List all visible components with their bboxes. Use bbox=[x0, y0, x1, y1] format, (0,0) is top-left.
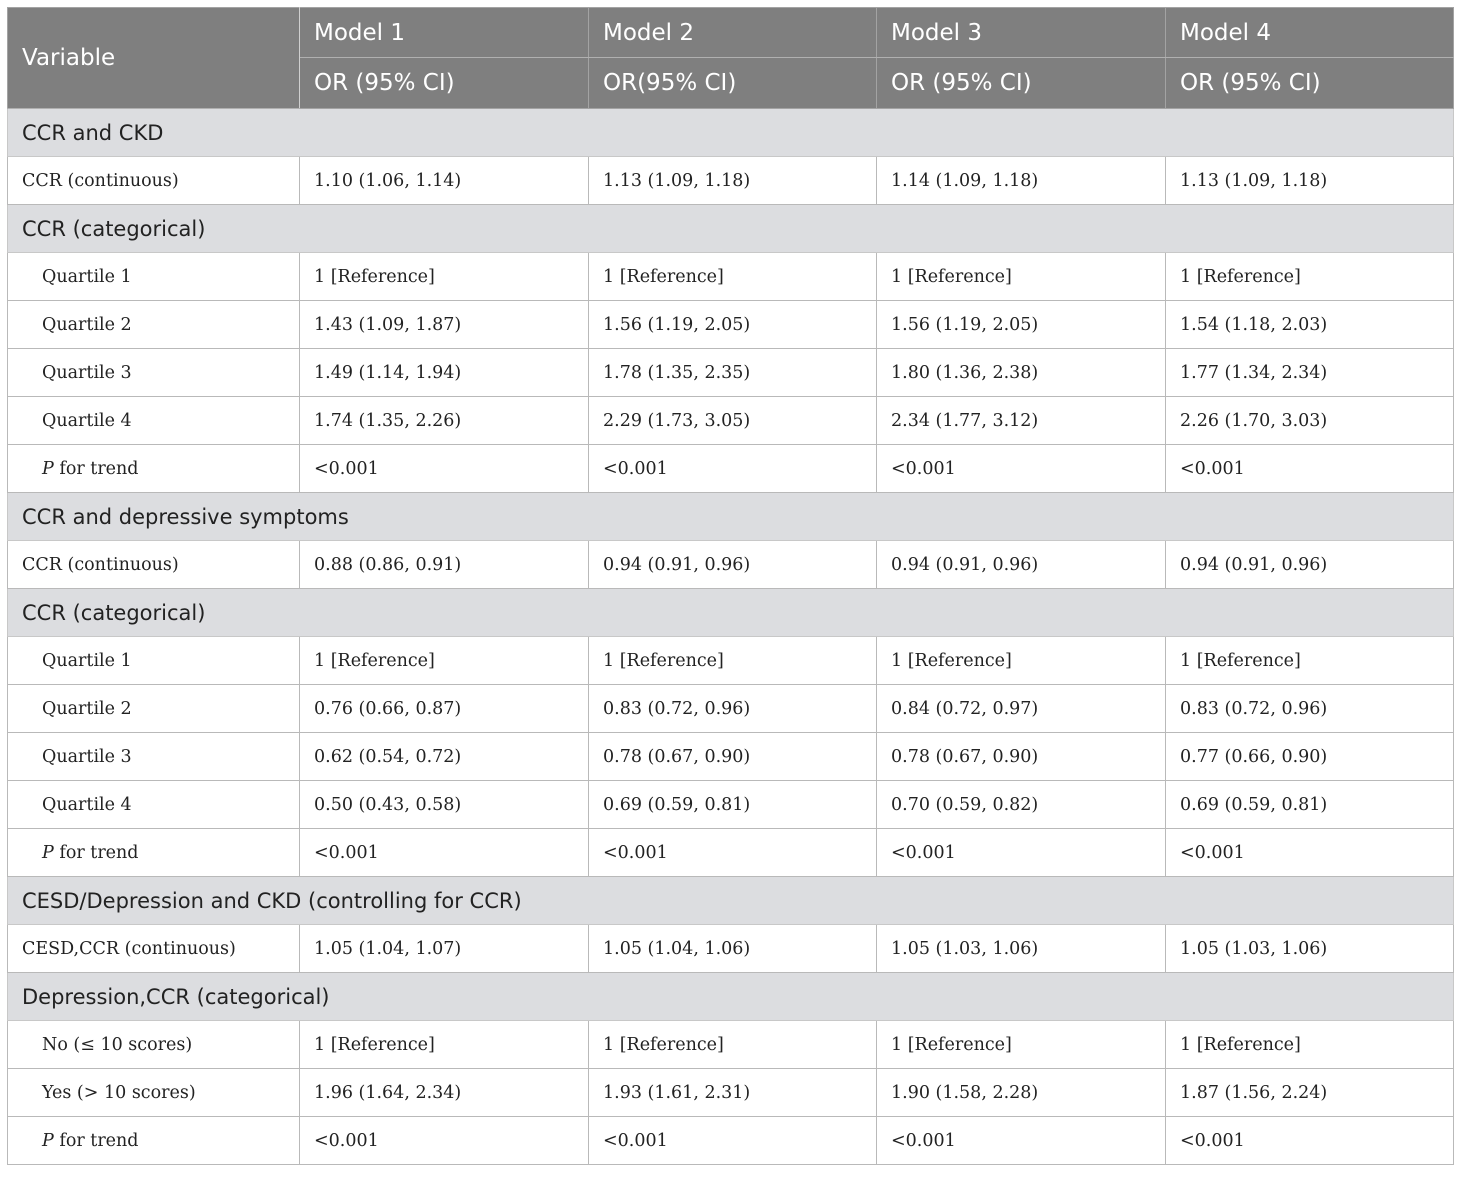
model-1-value-cell: 1 [Reference] bbox=[300, 253, 589, 301]
model-3-value-cell: 1.80 (1.36, 2.38) bbox=[877, 349, 1166, 397]
section-label: CCR (categorical) bbox=[8, 589, 1454, 637]
model-1-value-cell: 0.50 (0.43, 0.58) bbox=[300, 781, 589, 829]
model-2-header: Model 2 bbox=[589, 8, 877, 58]
model-4-value-cell: <0.001 bbox=[1166, 829, 1454, 877]
model-3-value-cell: 1 [Reference] bbox=[877, 253, 1166, 301]
model-2-value-cell: 0.69 (0.59, 0.81) bbox=[589, 781, 877, 829]
model-4-value-cell: 1.87 (1.56, 2.24) bbox=[1166, 1069, 1454, 1117]
section-label: CESD/Depression and CKD (controlling for CCR) bbox=[8, 877, 1454, 925]
model-3-value-cell: 1.14 (1.09, 1.18) bbox=[877, 157, 1166, 205]
row-label: Quartile 3 bbox=[8, 349, 300, 397]
model-2-value-cell: 1.13 (1.09, 1.18) bbox=[589, 157, 877, 205]
model-4-value-cell: 0.83 (0.72, 0.96) bbox=[1166, 685, 1454, 733]
header-row-models bbox=[8, 8, 1454, 58]
model-1-value-cell: <0.001 bbox=[300, 1117, 589, 1165]
model-1-value-cell: 1.10 (1.06, 1.14) bbox=[300, 157, 589, 205]
section-label: CCR (categorical) bbox=[8, 205, 1454, 253]
model-2-value-cell: 1 [Reference] bbox=[589, 1021, 877, 1069]
section-label: CCR and CKD bbox=[8, 109, 1454, 157]
model-3-value-cell: 2.34 (1.77, 3.12) bbox=[877, 397, 1166, 445]
model-2-value-cell: 0.94 (0.91, 0.96) bbox=[589, 541, 877, 589]
section-header-row bbox=[8, 973, 1454, 1021]
row-label: Quartile 3 bbox=[8, 733, 300, 781]
row-label: Yes (> 10 scores) bbox=[8, 1069, 300, 1117]
model-4-value-cell: 1 [Reference] bbox=[1166, 1021, 1454, 1069]
row-label-italic: P bbox=[42, 1130, 54, 1151]
model-2-value-cell: 1 [Reference] bbox=[589, 253, 877, 301]
model-4-value-cell: <0.001 bbox=[1166, 445, 1454, 493]
model-2-value-cell: <0.001 bbox=[589, 1117, 877, 1165]
model-3-value-cell: 1.56 (1.19, 2.05) bbox=[877, 301, 1166, 349]
row-label: CCR (continuous) bbox=[8, 157, 300, 205]
model-4-value-cell: 0.69 (0.59, 0.81) bbox=[1166, 781, 1454, 829]
section-header-row bbox=[8, 877, 1454, 925]
model-3-value-cell: 1 [Reference] bbox=[877, 637, 1166, 685]
table-row bbox=[8, 1117, 1454, 1165]
model-4-value-cell: 0.77 (0.66, 0.90) bbox=[1166, 733, 1454, 781]
table-row bbox=[8, 397, 1454, 445]
table-row bbox=[8, 781, 1454, 829]
row-label: Quartile 2 bbox=[8, 685, 300, 733]
table-row bbox=[8, 445, 1454, 493]
row-label: CCR (continuous) bbox=[8, 541, 300, 589]
row-label-text: for trend bbox=[53, 458, 139, 479]
row-label-text: for trend bbox=[53, 842, 139, 863]
model-1-value-cell: 0.88 (0.86, 0.91) bbox=[300, 541, 589, 589]
table-row bbox=[8, 157, 1454, 205]
table-row bbox=[8, 301, 1454, 349]
model-1-value-cell: 1.74 (1.35, 2.26) bbox=[300, 397, 589, 445]
row-label: Quartile 1 bbox=[8, 637, 300, 685]
table-row bbox=[8, 349, 1454, 397]
section-label: CCR and depressive symptoms bbox=[8, 493, 1454, 541]
model-2-value-cell: 0.83 (0.72, 0.96) bbox=[589, 685, 877, 733]
model-4-value-cell: 2.26 (1.70, 3.03) bbox=[1166, 397, 1454, 445]
row-label: Quartile 4 bbox=[8, 397, 300, 445]
model-1-value-cell: 0.76 (0.66, 0.87) bbox=[300, 685, 589, 733]
table-row bbox=[8, 925, 1454, 973]
model-4-value-cell: 1 [Reference] bbox=[1166, 637, 1454, 685]
model-1-or-header: OR (95% CI) bbox=[300, 58, 589, 109]
model-2-value-cell: 0.78 (0.67, 0.90) bbox=[589, 733, 877, 781]
table-body bbox=[8, 109, 1454, 1165]
model-3-value-cell: 0.84 (0.72, 0.97) bbox=[877, 685, 1166, 733]
model-4-value-cell: 1.05 (1.03, 1.06) bbox=[1166, 925, 1454, 973]
table-row bbox=[8, 253, 1454, 301]
model-4-or-header: OR (95% CI) bbox=[1166, 58, 1454, 109]
model-3-value-cell: <0.001 bbox=[877, 1117, 1166, 1165]
row-label-italic: P bbox=[42, 842, 54, 863]
section-header-row bbox=[8, 109, 1454, 157]
model-2-value-cell: 2.29 (1.73, 3.05) bbox=[589, 397, 877, 445]
model-2-value-cell: 1.93 (1.61, 2.31) bbox=[589, 1069, 877, 1117]
table-row bbox=[8, 541, 1454, 589]
odds-ratio-table bbox=[7, 7, 1454, 1165]
section-header-row bbox=[8, 493, 1454, 541]
model-1-value-cell: 1.43 (1.09, 1.87) bbox=[300, 301, 589, 349]
model-2-value-cell: 1 [Reference] bbox=[589, 637, 877, 685]
model-3-value-cell: <0.001 bbox=[877, 829, 1166, 877]
model-3-value-cell: <0.001 bbox=[877, 445, 1166, 493]
model-1-header: Model 1 bbox=[300, 8, 589, 58]
model-3-value-cell: 1.90 (1.58, 2.28) bbox=[877, 1069, 1166, 1117]
model-2-value-cell: <0.001 bbox=[589, 445, 877, 493]
model-2-value-cell: 1.56 (1.19, 2.05) bbox=[589, 301, 877, 349]
model-1-value-cell: 1 [Reference] bbox=[300, 1021, 589, 1069]
model-1-value-cell: 1.05 (1.04, 1.07) bbox=[300, 925, 589, 973]
model-2-or-header: OR(95% CI) bbox=[589, 58, 877, 109]
model-1-value-cell: <0.001 bbox=[300, 829, 589, 877]
model-4-value-cell: 0.94 (0.91, 0.96) bbox=[1166, 541, 1454, 589]
model-1-value-cell: 1.96 (1.64, 2.34) bbox=[300, 1069, 589, 1117]
variable-column-header: Variable bbox=[8, 8, 300, 109]
model-1-value-cell: <0.001 bbox=[300, 445, 589, 493]
model-4-value-cell: 1.13 (1.09, 1.18) bbox=[1166, 157, 1454, 205]
table-row bbox=[8, 829, 1454, 877]
model-4-value-cell: <0.001 bbox=[1166, 1117, 1454, 1165]
results-table-container bbox=[7, 7, 1453, 1165]
model-3-value-cell: 0.78 (0.67, 0.90) bbox=[877, 733, 1166, 781]
row-label: Quartile 1 bbox=[8, 253, 300, 301]
row-label bbox=[8, 829, 300, 877]
table-row bbox=[8, 685, 1454, 733]
table-header bbox=[8, 8, 1454, 109]
row-label-text: for trend bbox=[53, 1130, 139, 1151]
row-label: Quartile 4 bbox=[8, 781, 300, 829]
model-3-value-cell: 0.94 (0.91, 0.96) bbox=[877, 541, 1166, 589]
model-1-value-cell: 1 [Reference] bbox=[300, 637, 589, 685]
model-3-value-cell: 1.05 (1.03, 1.06) bbox=[877, 925, 1166, 973]
row-label bbox=[8, 445, 300, 493]
model-2-value-cell: 1.05 (1.04, 1.06) bbox=[589, 925, 877, 973]
row-label bbox=[8, 1117, 300, 1165]
row-label-italic: P bbox=[42, 458, 54, 479]
model-4-header: Model 4 bbox=[1166, 8, 1454, 58]
table-row bbox=[8, 1021, 1454, 1069]
table-row bbox=[8, 637, 1454, 685]
row-label: No (≤ 10 scores) bbox=[8, 1021, 300, 1069]
model-4-value-cell: 1.54 (1.18, 2.03) bbox=[1166, 301, 1454, 349]
model-3-value-cell: 0.70 (0.59, 0.82) bbox=[877, 781, 1166, 829]
model-1-value-cell: 1.49 (1.14, 1.94) bbox=[300, 349, 589, 397]
model-3-header: Model 3 bbox=[877, 8, 1166, 58]
model-4-value-cell: 1.77 (1.34, 2.34) bbox=[1166, 349, 1454, 397]
table-row bbox=[8, 733, 1454, 781]
section-header-row bbox=[8, 205, 1454, 253]
model-4-value-cell: 1 [Reference] bbox=[1166, 253, 1454, 301]
model-3-or-header: OR (95% CI) bbox=[877, 58, 1166, 109]
table-row bbox=[8, 1069, 1454, 1117]
section-label: Depression,CCR (categorical) bbox=[8, 973, 1454, 1021]
model-1-value-cell: 0.62 (0.54, 0.72) bbox=[300, 733, 589, 781]
row-label: Quartile 2 bbox=[8, 301, 300, 349]
model-2-value-cell: 1.78 (1.35, 2.35) bbox=[589, 349, 877, 397]
section-header-row bbox=[8, 589, 1454, 637]
row-label: CESD,CCR (continuous) bbox=[8, 925, 300, 973]
model-2-value-cell: <0.001 bbox=[589, 829, 877, 877]
model-3-value-cell: 1 [Reference] bbox=[877, 1021, 1166, 1069]
